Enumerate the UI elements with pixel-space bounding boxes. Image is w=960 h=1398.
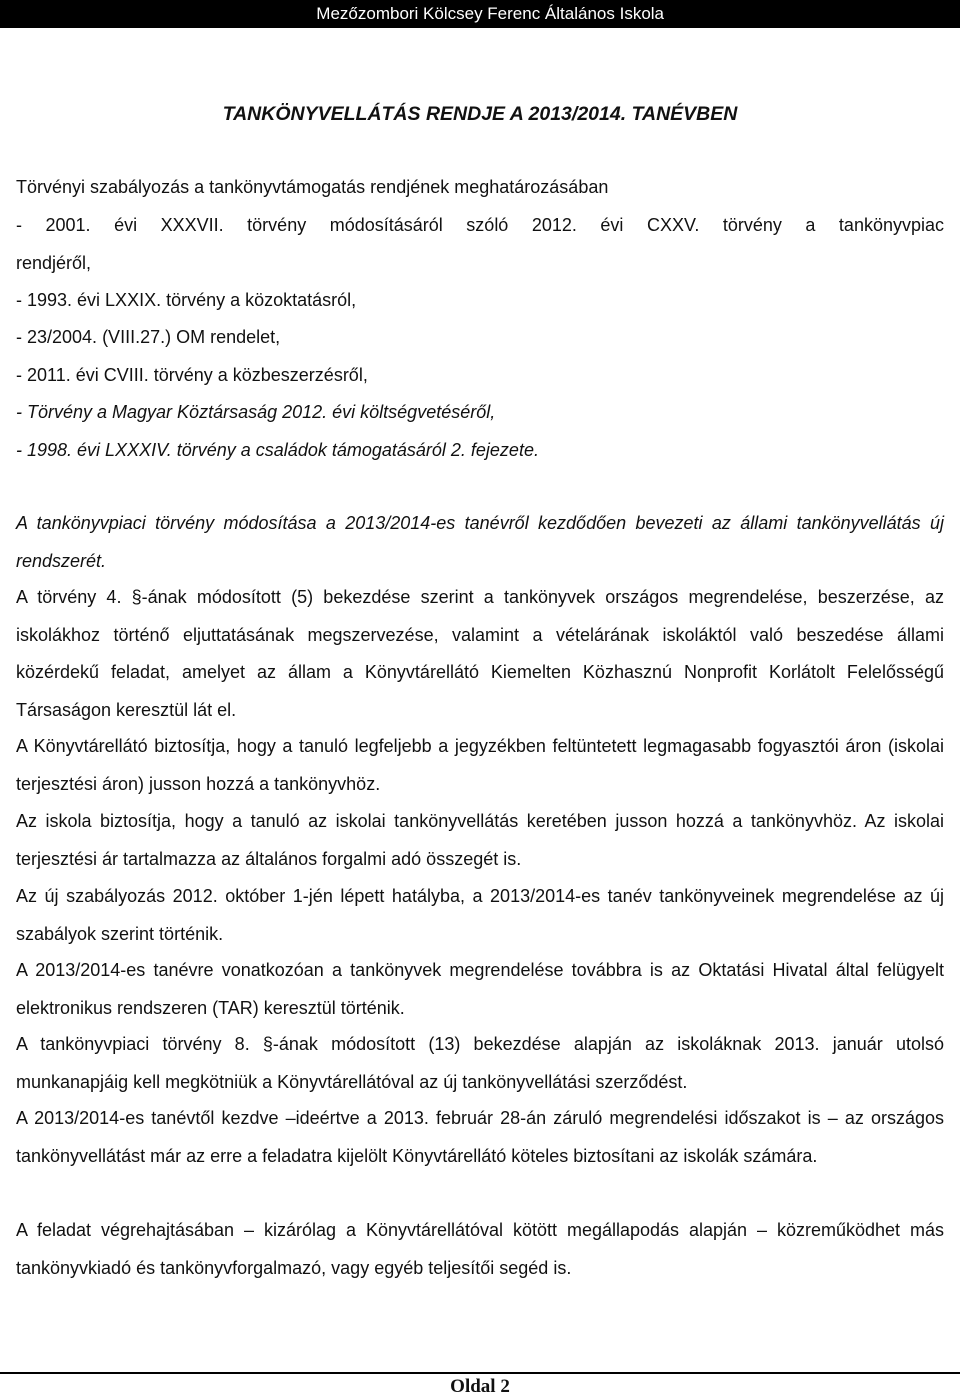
legal-item: - 1998. évi LXXXIV. törvény a családok támogatásáról 2. fejezete. bbox=[16, 440, 539, 460]
paragraph: A Könyvtárellátó biztosítja, hogy a tanuló legfeljebb a jegyzékben feltüntetett legmagasabb fogyasztói áron (iskolai terjesztési áron) jusson hozzá a tankönyvhöz. bbox=[16, 736, 944, 794]
paragraph: A feladat végrehajtásában – kizárólag a Könyvtárellátóval kötött megállapodás alapján – közreműködhet más tankönyvkiadó és tankönyvforgalmazó, vagy egyéb teljesítői segéd is. bbox=[16, 1220, 944, 1278]
paragraph: Az új szabályozás 2012. október 1-jén lépett hatályba, a 2013/2014-es tanév tankönyveinek megrendelése az új szabályok szerint történik. bbox=[16, 886, 944, 944]
page-number: Oldal 2 bbox=[450, 1376, 510, 1397]
legal-item: - 2001. évi XXXVII. törvény módosításáról szóló 2012. évi CXXV. törvény a tankönyvpiac bbox=[16, 215, 944, 235]
legal-item: - 23/2004. (VIII.27.) OM rendelet, bbox=[16, 327, 281, 347]
document-title: TANKÖNYVELLÁTÁS RENDJE A 2013/2014. TANÉVBEN bbox=[222, 103, 738, 125]
legal-item: - 1993. évi LXXIX. törvény a közoktatásról, bbox=[16, 290, 357, 310]
page-header bbox=[0, 0, 960, 28]
legal-item: - 2011. évi CVIII. törvény a közbeszerzésről, bbox=[16, 365, 368, 385]
paragraph: A tankönyvpiaci törvény módosítása a 2013/2014-es tanévről kezdődően bevezeti az állami tankönyvellátás új rendszerét. bbox=[16, 513, 944, 571]
paragraph: A törvény 4. §-ának módosított (5) bekezdése szerint a tankönyvek országos megrendelése, beszerzése, az iskolákhoz történő eljuttatásának megszervezése, valamint a vételárának iskoláktól való beszedése állami közérdekű feladat, amelyet az állam a Könyvtárellátó Kiemelten Közhasznú Nonprofit Korlátolt Felelősségű Társaságon keresztül lát el. bbox=[16, 587, 944, 720]
legal-item: - Törvény a Magyar Köztársaság 2012. évi költségvetéséről, bbox=[16, 402, 496, 422]
paragraph: A 2013/2014-es tanévre vonatkozóan a tankönyvek megrendelése továbbra is az Oktatási Hivatal által felügyelt elektronikus rendszeren (TAR) keresztül történik. bbox=[16, 960, 944, 1018]
school-name: Mezőzombori Kölcsey Ferenc Általános Iskola bbox=[316, 4, 664, 23]
footer-divider bbox=[0, 1372, 960, 1374]
legal-intro: Törvényi szabályozás a tankönyvtámogatás rendjének meghatározásában bbox=[16, 177, 609, 197]
legal-item: rendjéről, bbox=[16, 253, 92, 273]
paragraph: A 2013/2014-es tanévtől kezdve –ideértve a 2013. február 28-án záruló megrendelési időszakot is – az országos tankönyvellátást már az erre a feladatra kijelölt Könyvtárellátó köteles biztosítani az iskolák számára. bbox=[16, 1108, 944, 1166]
paragraph: Az iskola biztosítja, hogy a tanuló az iskolai tankönyvellátás keretében jusson hozzá a tankönyvhöz. Az iskolai terjesztési ár tartalmazza az általános forgalmi adó összegét is. bbox=[16, 811, 944, 869]
paragraph: A tankönyvpiaci törvény 8. §-ának módosított (13) bekezdése alapján az iskoláknak 2013. január utolsó munkanapjáig kell megkötniük a Könyvtárellátóval az új tankönyvellátási szerződést. bbox=[16, 1034, 944, 1092]
